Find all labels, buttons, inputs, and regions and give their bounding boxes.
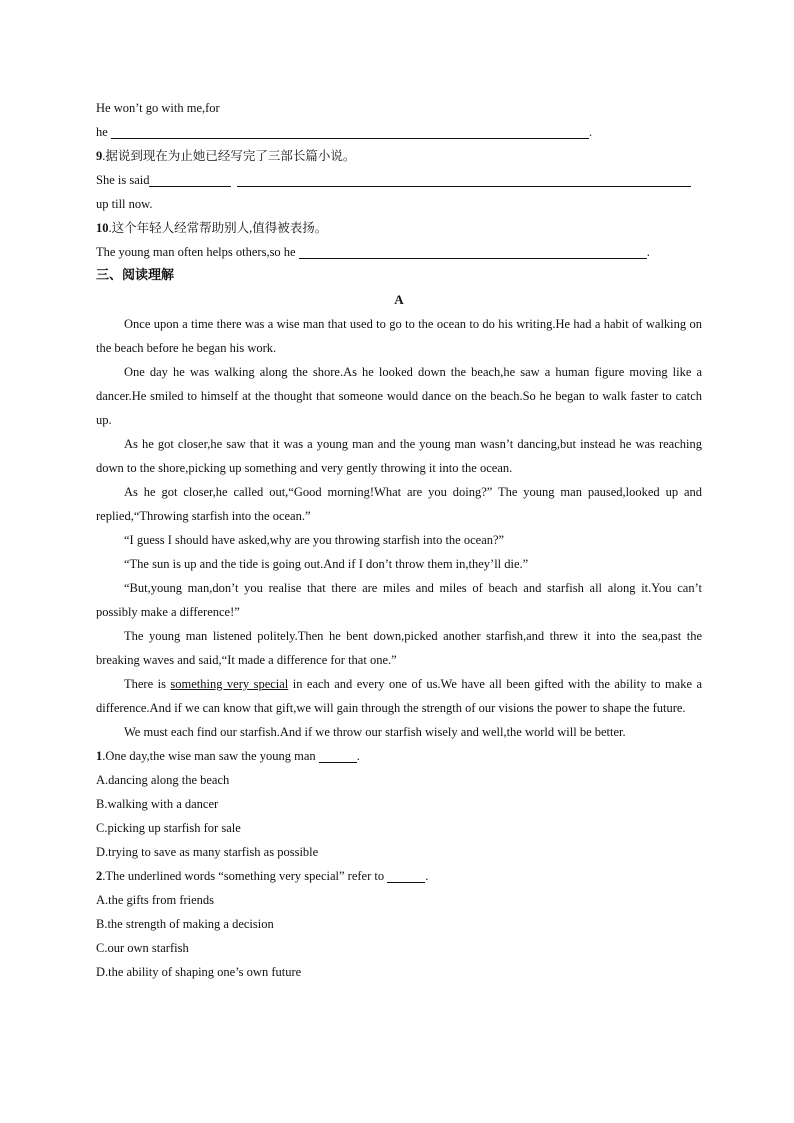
q9-answer-blank-1[interactable] [149,171,231,187]
p9-after: in each and every one of us.We have all been gifted with the ability to make a difference.And if we can know that gift,we will gain through the strength of our visions the power to shape the future. [96,677,703,715]
passage-paragraph: “I guess I should have asked,why are you throwing starfish into the ocean?” [124,533,505,547]
question-1-number: 1 [96,749,103,763]
q10-chinese-text: .这个年轻人经常帮助别人,值得被表扬。 [108,221,328,235]
question-2-end: . [425,869,429,883]
q8-line1: He won’t go with me,for [96,101,220,115]
passage-paragraph: As he got closer,he called out,“Good morning!What are you doing?” The young man paused,looked up and replied,“Throwing starfish into the ocean.” [96,485,702,523]
q8-line2 [96,120,702,144]
question-2-stem [96,864,702,888]
passage-paragraph: “But,young man,don’t you realise that there are miles and miles of beach and starfish all along it.You can’t possibly make a difference!” [96,581,702,619]
q9-number: 9 [96,149,103,163]
passage-paragraph-underlined [96,672,702,720]
q9-prefix: She is said [96,173,150,187]
passage-paragraph: The young man listened politely.Then he bent down,picked another starfish,and threw it into the sea,past the breaking waves and said,“It made a difference for that one.” [96,629,702,667]
q10-answer-blank[interactable] [299,243,647,259]
passage-paragraph: One day he was walking along the shore.As he looked down the beach,he saw a human figure moving like a dancer.He smiled to himself at the thought that someone would dance on the beach.So he began to walk faster to catch up. [96,365,702,427]
q10-prefix: The young man often helps others,so he [96,245,296,259]
q8-period: . [588,125,593,139]
q8-answer-blank[interactable] [111,123,589,139]
underlined-phrase: something very special [170,677,289,691]
q9-english [96,168,702,192]
passage-paragraph: We must each find our starfish.And if we throw our starfish wisely and well,the world will be better. [124,725,626,739]
question-2-option-d[interactable]: D.the ability of shaping one’s own future [96,965,302,979]
passage-paragraph: “The sun is up and the tide is going out.And if I don’t throw them in,they’ll die.” [124,557,529,571]
passage-paragraph: Once upon a time there was a wise man that used to go to the ocean to do his writing.He had a habit of walking on the beach before he began his work. [96,317,702,355]
q9-answer-blank-2[interactable] [237,171,691,187]
question-1-text: .One day,the wise man saw the young man [102,749,316,763]
question-1-option-a[interactable]: A.dancing along the beach [96,773,230,787]
q9-chinese [96,144,702,168]
q10-number: 10 [96,221,109,235]
question-2-blank[interactable] [387,867,425,883]
q10-chinese [96,216,702,240]
passage-heading: A [394,292,404,307]
q10-english [96,240,702,264]
passage-paragraph: As he got closer,he saw that it was a young man and the young man wasn’t dancing,but instead he was reaching down to the shore,picking up something and very gently throwing it into the ocean. [96,437,702,475]
q9-chinese-text: .据说到现在为止她已经写完了三部长篇小说。 [102,149,356,163]
worksheet-page [96,96,702,984]
question-1-blank[interactable] [319,747,357,763]
question-2-option-a[interactable]: A.the gifts from friends [96,893,215,907]
question-1-stem [96,744,702,768]
section-title: 三、阅读理解 [96,268,175,283]
q10-period: . [646,245,650,259]
question-2-number: 2 [96,869,103,883]
q9-suffix: up till now. [96,197,153,211]
question-1-option-c[interactable]: C.picking up starfish for sale [96,821,241,835]
q8-prefix: he [96,125,108,139]
question-2-text: .The underlined words “something very special” refer to [102,869,385,883]
question-2-option-c[interactable]: C.our own starfish [96,941,189,955]
question-1-option-d[interactable]: D.trying to save as many starfish as possible [96,845,319,859]
question-1-end: . [356,749,360,763]
p9-before: There is [124,677,171,691]
question-1-option-b[interactable]: B.walking with a dancer [96,797,219,811]
question-2-option-b[interactable]: B.the strength of making a decision [96,917,274,931]
